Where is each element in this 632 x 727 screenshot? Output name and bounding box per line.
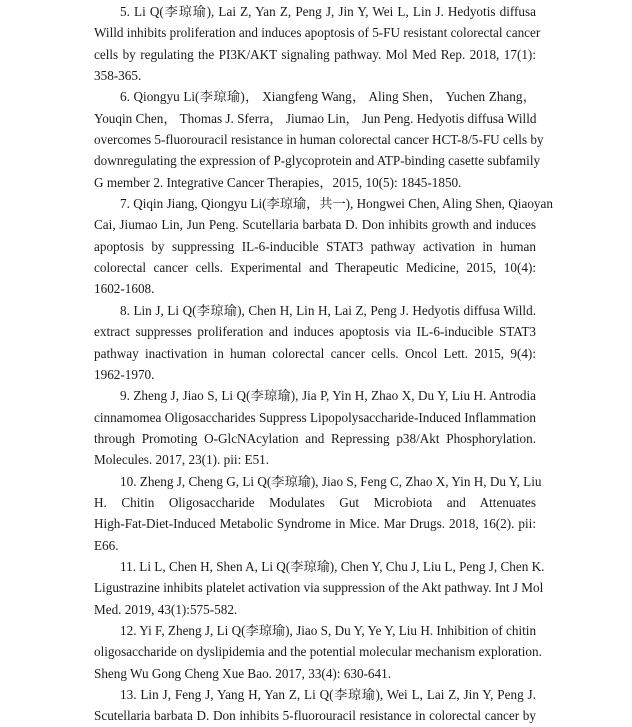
reference-line: overcomes 5-fluorouracil resistance in human colorectal cancer HCT-8/5-FU cells by [94, 132, 544, 148]
reference-line: 7. Qiqin Jiang, Qiongyu Li(李琼瑜，共一), Hongwei Chen, Aling Shen, Qiaoyan [120, 196, 553, 212]
reference-line: Med. 2019, 43(1):575-582. [94, 601, 238, 617]
reference-line: E66. [94, 537, 119, 553]
reference-line: 1962-1970. [94, 366, 155, 382]
reference-line: Molecules. 2017, 23(1). pii: E51. [94, 452, 270, 468]
reference-line: pathway inactivation in human colorectal cancer cells. Oncol Lett. 2015, 9(4): [94, 345, 536, 361]
reference-line: Scutellaria barbata D. Don inhibits 5-fluorouracil resistance in colorectal cancer by [94, 708, 536, 724]
reference-line: through Promoting O-GlcNAcylation and Repressing p38/Akt Phosphorylation. [94, 430, 536, 446]
reference-line: 10. Zheng J, Cheng G, Li Q(李琼瑜), Jiao S, Feng C, Zhao X, Yin H, Du Y, Liu [120, 473, 542, 489]
reference-line: colorectal cancer cells. Experimental and Therapeutic Medicine, 2015, 10(4): [94, 260, 536, 276]
reference-line: 1602-1608. [94, 281, 155, 297]
reference-line: 8. Lin J, Li Q(李琼瑜), Chen H, Lin H, Lai Z, Peng J. Hedyotis diffusa Willd. [120, 302, 536, 318]
reference-line: 5. Li Q(李琼瑜), Lai Z, Yan Z, Peng J, Jin Y, Wei L, Lin J. Hedyotis diffusa [120, 4, 536, 19]
reference-line: Cai, Jiumao Lin, Jun Peng. Scutellaria barbata D. Don inhibits growth and induces [94, 217, 536, 233]
reference-line: apoptosis by suppressing IL-6-inducible STAT3 pathway activation in human [94, 238, 536, 254]
reference-list [94, 1, 553, 727]
reference-line: Willd inhibits proliferation and induces apoptosis of 5-FU resistant colorectal cancer [94, 25, 541, 41]
reference-entry [94, 193, 553, 300]
reference-line: oligosaccharide on dyslipidemia and the potential molecular mechanism exploration. [94, 644, 542, 660]
reference-entry [94, 385, 536, 470]
reference-line: downregulating the expression of P-glycoprotein and ATP-binding casette subfamily [94, 153, 541, 169]
reference-line: 13. Lin J, Feng J, Yang H, Yan Z, Li Q(李琼瑜), Wei L, Lai Z, Jin Y, Peng J. [120, 687, 536, 702]
reference-entry [94, 684, 536, 727]
reference-line: 11. Li L, Chen H, Shen A, Li Q(李琼瑜), Chen Y, Chu J, Liu L, Peng J, Chen K. [120, 558, 545, 574]
reference-line: 6. Qiongyu Li(李琼瑜)， Xiangfeng Wang， Aling Shen， Yuchen Zhang， [120, 89, 536, 105]
reference-entry [94, 300, 536, 385]
reference-line: Sheng Wu Gong Cheng Xue Bao. 2017, 33(4): 630-641. [94, 665, 392, 681]
reference-entry [94, 1, 541, 86]
reference-line: H. Chitin Oligosaccharide Modulates Gut Microbiota and Attenuates [94, 494, 536, 510]
reference-entry [94, 556, 545, 620]
reference-line: extract suppresses proliferation and induces apoptosis via IL-6-inducible STAT3 [94, 324, 536, 340]
reference-entry [94, 471, 542, 556]
reference-line: 9. Zheng J, Jiao S, Li Q(李琼瑜), Jia P, Yin H, Zhao X, Du Y, Liu H. Antrodia [120, 388, 536, 404]
reference-line: G member 2. Integrative Cancer Therapies，2015, 10(5): 1845-1850. [94, 174, 462, 190]
reference-line: 358-365. [94, 68, 142, 84]
reference-line: 12. Yi F, Zheng J, Li Q(李琼瑜), Jiao S, Du Y, Ye Y, Liu H. Inhibition of chitin [120, 622, 537, 638]
reference-line: cells by regulating the PI3K/AKT signaling pathway. Mol Med Rep. 2018, 17(1): [94, 46, 536, 62]
reference-line: High-Fat-Diet-Induced Metabolic Syndrome in Mice. Mar Drugs. 2018, 16(2). pii: [94, 516, 536, 532]
reference-line: cinnamomea Oligosaccharides Suppress Lipopolysaccharide-Induced Inflammation [94, 409, 536, 425]
reference-entry [94, 86, 544, 193]
reference-line: Youqin Chen， Thomas J. Sferra， Jiumao Lin， Jun Peng. Hedyotis diffusa Willd [94, 110, 537, 126]
reference-entry [94, 620, 542, 684]
reference-line: Ligustrazine inhibits platelet activation via suppression of the Akt pathway. Int J Mol [94, 580, 544, 596]
